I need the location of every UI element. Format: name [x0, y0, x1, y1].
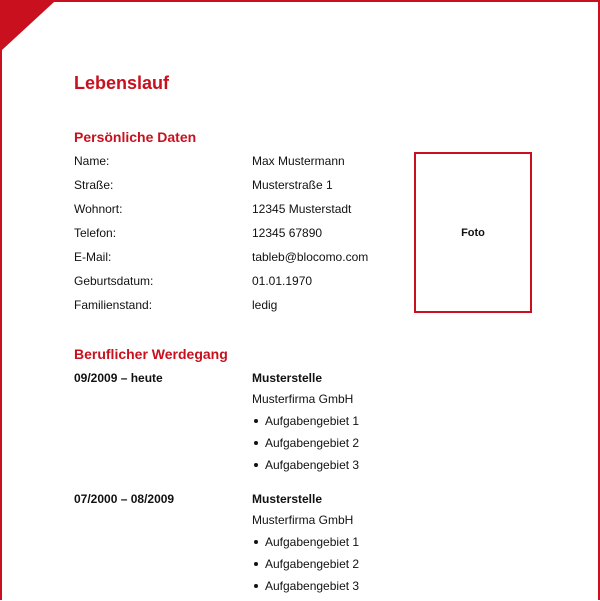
career-details — [252, 371, 359, 480]
task-text: Aufgabengebiet 1 — [265, 414, 360, 428]
task-item — [252, 458, 359, 480]
career-company: Musterfirma GmbH — [252, 513, 354, 527]
task-text: Aufgabengebiet 1 — [265, 535, 360, 549]
row-label: Wohnort: — [74, 202, 123, 216]
row-value: 12345 Musterstadt — [252, 202, 352, 216]
bullet-icon — [254, 441, 258, 445]
bullet-icon — [254, 584, 258, 588]
task-item — [252, 579, 359, 601]
career-heading: Beruflicher Werdegang — [74, 346, 228, 362]
task-text: Aufgabengebiet 2 — [265, 436, 360, 450]
row-value: Max Mustermann — [252, 154, 345, 168]
task-item — [252, 557, 359, 579]
task-item — [252, 436, 359, 458]
row-label: Geburtsdatum: — [74, 274, 154, 288]
row-value: ledig — [252, 298, 278, 312]
row-value: 12345 67890 — [252, 226, 323, 240]
bullet-icon — [254, 540, 258, 544]
career-company: Musterfirma GmbH — [252, 392, 354, 406]
task-item — [252, 414, 359, 436]
task-item — [252, 535, 359, 557]
career-period: 09/2009 – heute — [74, 371, 163, 385]
photo-placeholder — [414, 152, 532, 313]
row-value: Musterstraße 1 — [252, 178, 333, 192]
corner-decoration — [2, 2, 54, 50]
personal-data-heading: Persönliche Daten — [74, 129, 197, 145]
page-title: Lebenslauf — [74, 73, 170, 93]
task-list — [252, 535, 359, 601]
row-value: 01.01.1970 — [252, 274, 313, 288]
task-text: Aufgabengebiet 3 — [265, 458, 360, 472]
bullet-icon — [254, 562, 258, 566]
career-details — [252, 492, 359, 601]
bullet-icon — [254, 419, 258, 423]
task-text: Aufgabengebiet 3 — [265, 579, 360, 593]
row-label: E-Mail: — [74, 250, 112, 264]
photo-label: Foto — [461, 226, 485, 239]
task-text: Aufgabengebiet 2 — [265, 557, 360, 571]
row-label: Telefon: — [74, 226, 117, 240]
task-list — [252, 414, 359, 480]
career-position: Musterstelle — [252, 492, 323, 506]
career-period: 07/2000 – 08/2009 — [74, 492, 175, 506]
row-label: Name: — [74, 154, 110, 168]
row-value: tableb@blocomo.com — [252, 250, 369, 264]
row-label: Straße: — [74, 178, 114, 192]
row-label: Familienstand: — [74, 298, 153, 312]
bullet-icon — [254, 463, 258, 467]
career-position: Musterstelle — [252, 371, 323, 385]
